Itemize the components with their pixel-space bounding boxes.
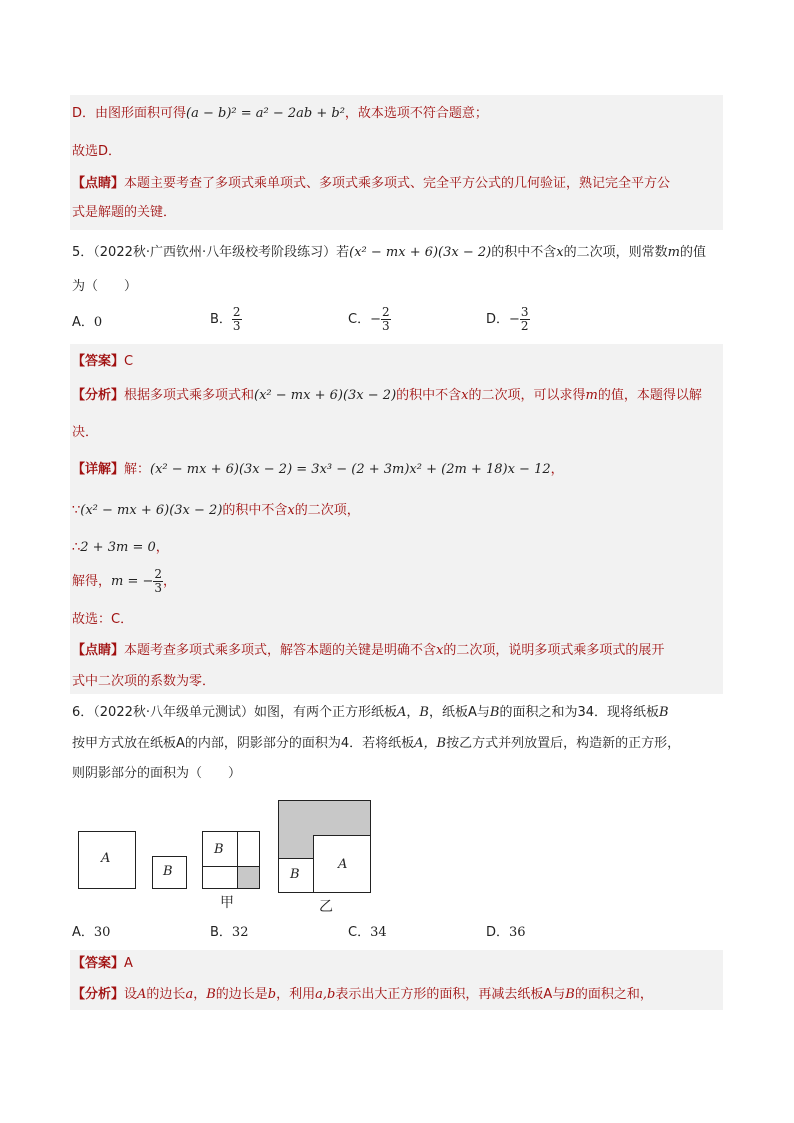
option-label: C． — [348, 312, 371, 327]
option-label: D． — [486, 312, 510, 327]
dianjing-text: 本题主要考查了多项式乘单项式、多项式乘多项式、完全平方公式的几何验证，熟记完全平方公 — [124, 176, 671, 191]
q5-var-m: m — [667, 245, 680, 260]
numerator: 2 — [381, 305, 390, 319]
q5-option-c — [348, 306, 391, 333]
d-option-solution — [72, 104, 488, 124]
analysis-A: A — [137, 987, 147, 1002]
q5-tail2: 的值 — [679, 245, 706, 260]
jia-divider-h — [202, 866, 260, 867]
analysis-c: 的二次项，可以求得 — [468, 388, 586, 403]
q5-expr: (x² − mx + 6)(3x − 2) — [349, 245, 492, 260]
q5-solve-line — [72, 568, 176, 595]
q5-dianjing-line2: 式中二次项的系数为零． — [72, 674, 216, 689]
analysis-bv: b — [267, 987, 277, 1002]
q5-var-x: x — [556, 245, 564, 260]
denominator: 3 — [381, 319, 390, 333]
detail-end: ， — [550, 462, 564, 477]
d-solution-formula: (a − b)² = a² − 2ab + b² — [186, 106, 345, 121]
because-symbol: ∵ — [72, 503, 81, 518]
yi-caption: 乙 — [319, 899, 333, 915]
jia-shaded-square — [237, 866, 260, 889]
analysis-c: ， — [193, 987, 207, 1002]
q5-detail-line — [72, 460, 564, 480]
analysis-b: 的边长 — [146, 987, 186, 1002]
option-value: 32 — [231, 925, 249, 940]
detail-tag: 【详解】 — [72, 462, 125, 477]
q5-choose-line: 故选：C． — [72, 612, 134, 627]
detail-expr: (x² − mx + 6)(3x − 2) = 3x³ − (2 + 3m)x² + (2m + 18)x − 12 — [150, 462, 551, 477]
q6-line1-a: 6．（2022秋·八年级单元测试）如图，有两个正方形纸板 — [72, 705, 397, 720]
q6-option-d — [486, 923, 526, 943]
d-solution-prefix: D．由图形面积可得 — [72, 106, 187, 121]
therefore-symbol: ∴ — [72, 540, 81, 555]
q5-option-b — [210, 306, 242, 333]
dianjing-a: 本题考查多项式乘多项式，解答本题的关键是明确不含 — [124, 643, 437, 658]
q4-dianjing-line2: 式是解题的关键． — [72, 205, 177, 220]
q6-var-B2: B — [489, 705, 500, 720]
therefore-end: ， — [155, 540, 169, 555]
solve-a: 解得， — [72, 574, 112, 589]
dianjing-b: 的二次项，说明多项式乘多项式的展开 — [443, 643, 665, 658]
q5-analysis-line2: 决． — [72, 425, 99, 440]
sign: − — [509, 312, 520, 327]
q6-var-B: B — [419, 705, 429, 720]
analysis-d: 的值，本题得以解 — [597, 388, 702, 403]
solve-end: ， — [163, 574, 177, 589]
detail-a: 解： — [124, 462, 151, 477]
fraction — [520, 306, 530, 333]
denominator: 3 — [232, 319, 241, 333]
option-label: B． — [210, 925, 232, 940]
because-expr: (x² − mx + 6)(3x − 2) — [80, 503, 223, 518]
q5-option-a — [72, 313, 102, 333]
analysis-g: 的面积之和， — [574, 987, 653, 1002]
fraction — [381, 306, 391, 333]
because-a: 的积中不含 — [222, 503, 288, 518]
q6-var-AB: A，B — [414, 736, 447, 751]
q6-var-B3: B — [658, 705, 669, 720]
answer-tag: 【答案】 — [72, 354, 125, 369]
q5-answer — [72, 352, 133, 372]
q6-answer — [72, 954, 133, 974]
numerator: 3 — [520, 305, 529, 319]
numerator: 2 — [232, 305, 241, 319]
numerator: 2 — [154, 567, 163, 581]
jia-caption: 甲 — [220, 895, 234, 911]
analysis-a: 根据多项式乘多项式和 — [124, 388, 255, 403]
q5-question-line1 — [72, 243, 706, 263]
analysis-m: m — [585, 388, 598, 403]
analysis-B: B — [206, 987, 216, 1002]
analysis-b: 的积中不含 — [396, 388, 462, 403]
analysis-expr: (x² − mx + 6)(3x − 2) — [254, 388, 397, 403]
option-value: 36 — [509, 925, 526, 940]
q6-question-line3: 则阴影部分的面积为（ ） — [72, 766, 242, 781]
denominator: 2 — [520, 319, 529, 333]
therefore-expr: 2 + 3m = 0 — [80, 540, 156, 555]
solve-lhs: m = − — [111, 574, 154, 589]
q5-analysis-line1 — [72, 386, 702, 406]
q6-analysis-line1 — [72, 985, 653, 1005]
fraction — [232, 306, 242, 333]
q4-choose-line: 故选D． — [72, 144, 122, 159]
answer-value: C — [124, 354, 134, 369]
q5-dianjing-line1 — [72, 641, 664, 661]
analysis-ab: a,b — [315, 987, 336, 1002]
dianjing-tag: 【点睛】 — [72, 176, 125, 191]
q6-option-a — [72, 923, 110, 943]
analysis-tag: 【分析】 — [72, 987, 125, 1002]
q5-option-d — [486, 306, 530, 333]
option-label: C． — [348, 925, 371, 940]
because-b: 的二次项， — [294, 503, 360, 518]
dianjing-x: x — [436, 643, 444, 658]
d-solution-suffix: ，故本选项不符合题意； — [344, 106, 488, 121]
analysis-x: x — [461, 388, 469, 403]
fraction — [153, 568, 163, 595]
analysis-B2: B — [565, 987, 575, 1002]
answer-tag: 【答案】 — [72, 956, 125, 971]
q4-dianjing-line1 — [72, 174, 670, 194]
analysis-a: 设 — [124, 987, 138, 1002]
q5-because-line — [72, 501, 360, 521]
q6-option-c — [348, 923, 387, 943]
option-value: 34 — [370, 925, 387, 940]
sign: − — [370, 312, 381, 327]
q5-therefore-line — [72, 538, 169, 558]
q5-source: 5．（2022秋·广西钦州·八年级校考阶段练习）若 — [72, 245, 350, 260]
q6-sep: ， — [406, 705, 420, 720]
analysis-e: ，利用 — [276, 987, 316, 1002]
analysis-av: a — [185, 987, 194, 1002]
q5-mid: 的积中不含 — [491, 245, 557, 260]
option-label: D． — [486, 925, 510, 940]
q5-tail: 的二次项，则常数 — [563, 245, 668, 260]
q6-question-line1 — [72, 703, 669, 723]
option-value: 0 — [93, 315, 103, 330]
q6-line2-a: 按甲方式放在纸板A的内部，阴影部分的面积为4．若将纸板 — [72, 736, 415, 751]
option-label: B． — [210, 312, 232, 327]
q5-question-line2: 为（ ） — [72, 279, 138, 294]
square-b-label: B — [163, 864, 173, 879]
yi-b-label: B — [290, 867, 300, 882]
q6-option-b — [210, 923, 248, 943]
analysis-f: 表示出大正方形的面积，再减去纸板A与 — [335, 987, 566, 1002]
option-label: A． — [72, 925, 94, 940]
jia-b-label: B — [214, 842, 224, 857]
analysis-tag: 【分析】 — [72, 388, 125, 403]
q6-line2-b: 按乙方式并列放置后，构造新的正方形， — [446, 736, 681, 751]
option-label: A． — [72, 315, 94, 330]
option-value: 30 — [93, 925, 111, 940]
square-a-label: A — [101, 851, 111, 866]
q6-line1-b: ，纸板A与 — [428, 705, 490, 720]
q6-var-A: A — [397, 705, 407, 720]
dianjing-tag: 【点睛】 — [72, 643, 125, 658]
because-x: x — [287, 503, 295, 518]
q6-question-line2 — [72, 734, 680, 754]
answer-value: A — [124, 956, 133, 971]
analysis-d: 的边长是 — [215, 987, 268, 1002]
denominator: 3 — [154, 581, 163, 595]
yi-a-label: A — [338, 857, 348, 872]
jia-divider-v — [237, 831, 238, 889]
q6-line1-c: 的面积之和为34．现将纸板 — [499, 705, 659, 720]
